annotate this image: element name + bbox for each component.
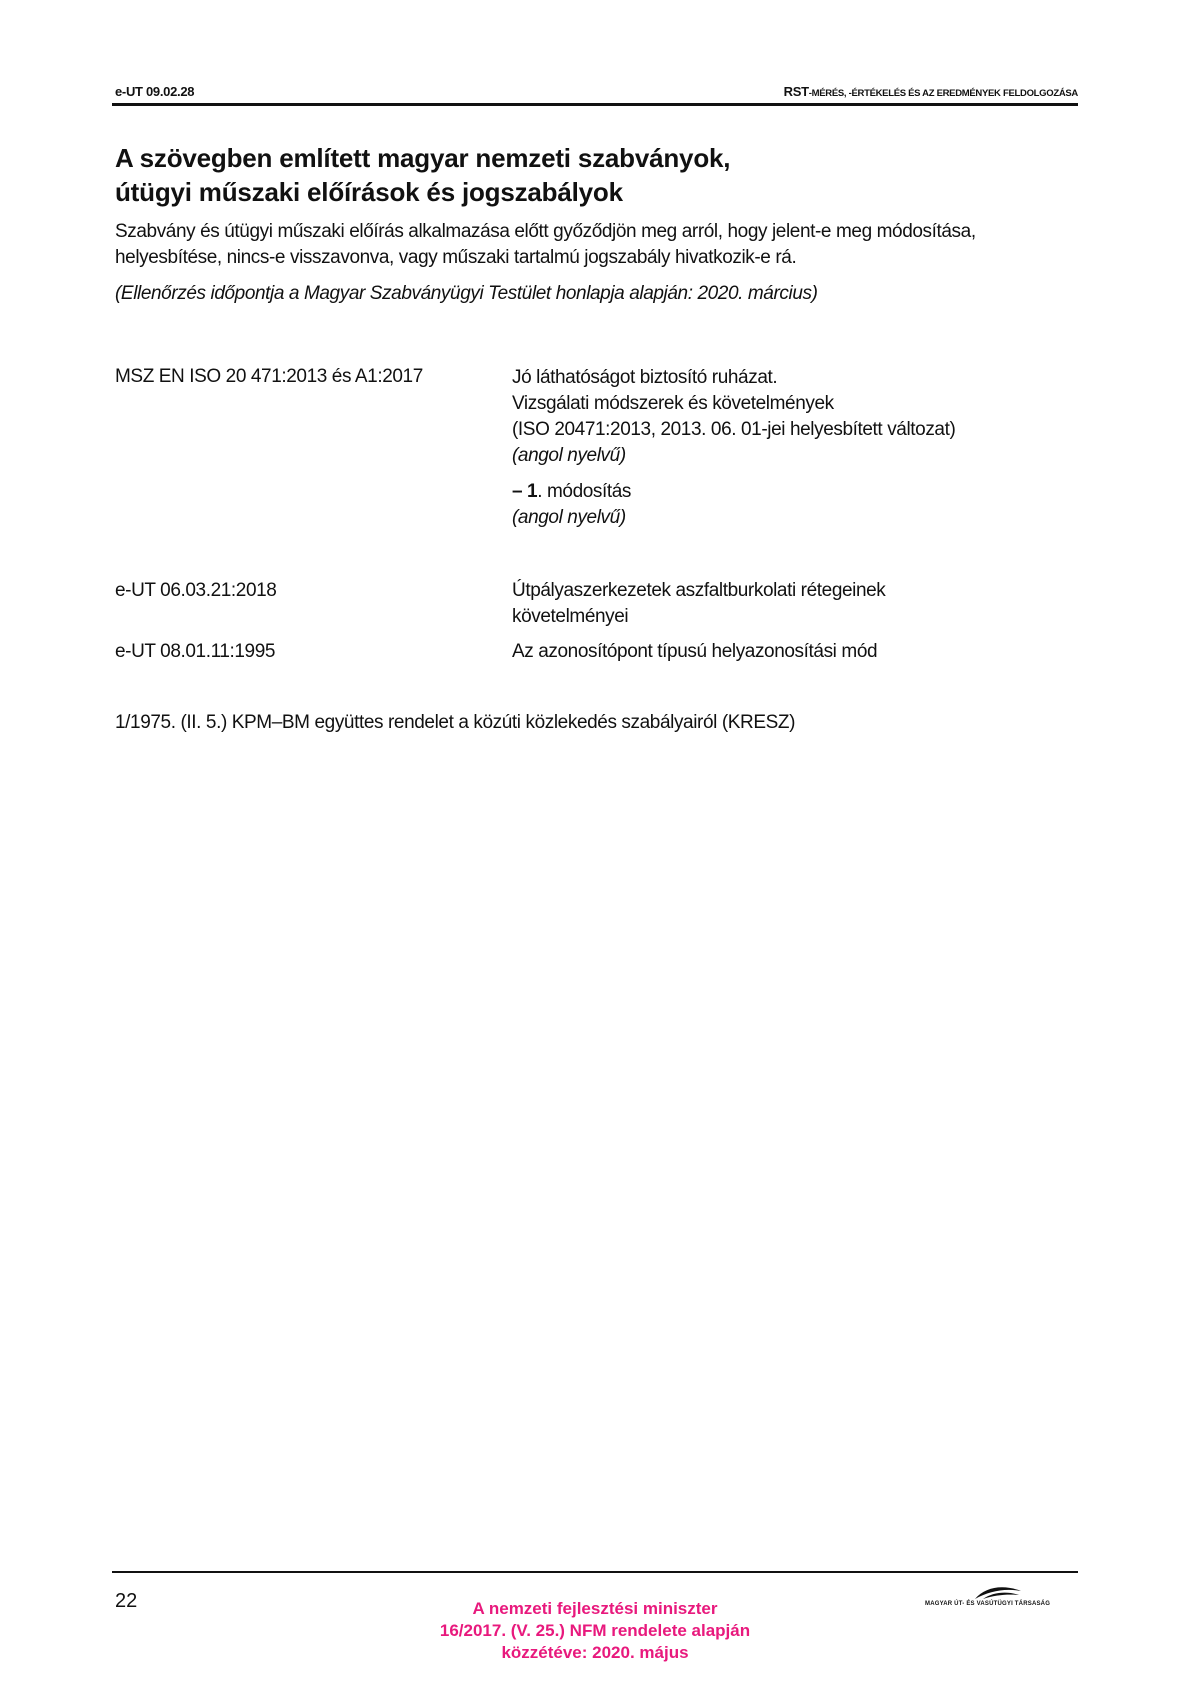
publication-note <box>395 1598 795 1664</box>
reference-description <box>512 578 885 630</box>
reference-description <box>512 365 955 531</box>
page-title-line-2: útügyi műszaki előírások és jogszabályok <box>115 177 623 207</box>
page-title <box>115 141 730 209</box>
publication-note-line: A nemzeti fejlesztési miniszter <box>472 1599 718 1618</box>
reference-line: Útpályaszerkezetek aszfaltburkolati rétegeinek <box>512 580 886 601</box>
publisher-logo <box>925 1583 1075 1615</box>
decree-reference: 1/1975. (II. 5.) KPM–BM együttes rendelet a közúti közlekedés szabályairól (KRESZ) <box>115 712 796 733</box>
reference-description <box>512 639 877 665</box>
reference-amendment <box>512 479 955 505</box>
header-section-rest: -MÉRÉS, -ÉRTÉKELÉS ÉS AZ EREDMÉNYEK FELDOLGOZÁSA <box>808 88 1078 99</box>
reference-language-note: (angol nyelvű) <box>512 507 626 528</box>
amendment-label: . módosítás <box>537 481 632 502</box>
reference-line: Az azonosítópont típusú helyazonosítási mód <box>512 641 878 662</box>
header-rule <box>112 103 1078 106</box>
footer-rule <box>112 1571 1078 1573</box>
header-section-prefix: RST <box>783 84 809 99</box>
page-title-line-1: A szövegben említett magyar nemzeti szabványok, <box>115 143 731 173</box>
reference-code: e-UT 08.01.11:1995 <box>115 641 276 662</box>
page-number: 22 <box>115 1590 138 1612</box>
publication-note-line: közzétéve: 2020. május <box>501 1643 689 1662</box>
check-date-note: (Ellenőrzés időpontja a Magyar Szabványügyi Testület honlapja alapján: 2020. március) <box>115 283 818 304</box>
publication-note-line: 16/2017. (V. 25.) NFM rendelete alapján <box>439 1621 751 1640</box>
amendment-number: – 1 <box>512 481 538 502</box>
reference-code: MSZ EN ISO 20 471:2013 és A1:2017 <box>115 366 423 387</box>
reference-line: Vizsgálati módszerek és követelmények <box>512 393 834 414</box>
intro-paragraph: Szabvány és útügyi műszaki előírás alkalmazása előtt győződjön meg arról, hogy jelent-e meg módosítása, helyesbítése, nincs-e visszavonva, vagy műszaki tartalmú jogszabály hivatkozik-e rá. <box>115 221 976 268</box>
reference-line: (ISO 20471:2013, 2013. 06. 01-jei helyesbített változat) <box>512 419 956 440</box>
reference-code: e-UT 06.03.21:2018 <box>115 580 277 601</box>
reference-line: követelményei <box>512 606 629 627</box>
swoosh-logo-icon <box>973 1583 1023 1601</box>
publisher-logo-text: MAGYAR ÚT- ÉS VASÚTÜGYI TÁRSASÁG <box>925 1601 1051 1607</box>
reference-language-note: (angol nyelvű) <box>512 445 626 466</box>
header-doc-code: e-UT 09.02.28 <box>115 84 195 99</box>
header-section-title <box>784 84 1078 99</box>
reference-line: Jó láthatóságot biztosító ruházat. <box>512 367 778 388</box>
